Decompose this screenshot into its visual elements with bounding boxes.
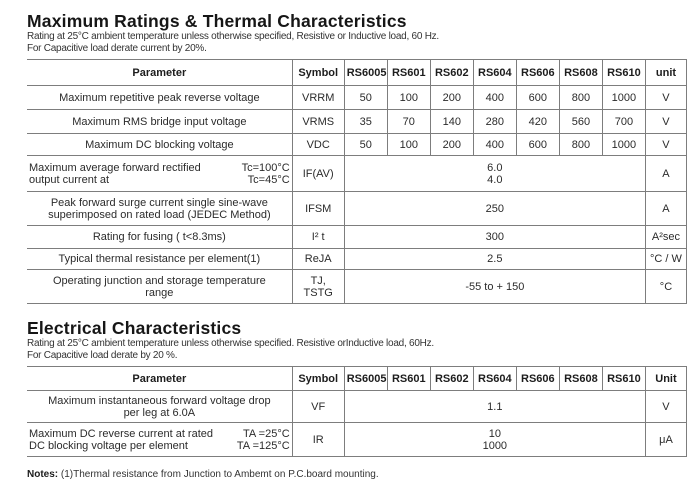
symbol-cell: VF (292, 391, 344, 423)
col-header-rs6005: RS6005 (344, 367, 387, 391)
value-cell: 140 (430, 110, 473, 134)
param-cell (27, 192, 292, 226)
value-cell-span (344, 156, 645, 192)
table-row-tjtstg (27, 270, 687, 304)
value-cell-span: -55 to + 150 (344, 270, 645, 304)
col-header-rs610: RS610 (602, 367, 645, 391)
unit-cell: V (645, 86, 686, 110)
electrical-table (27, 366, 687, 457)
symbol-cell (292, 270, 344, 304)
value-cell: 800 (559, 134, 602, 156)
value-cell: 400 (473, 86, 516, 110)
col-header-symbol: Symbol (292, 60, 344, 86)
notes-text: (1)Thermal resistance from Junction to Ambemt on P.C.board mounting. (58, 469, 379, 480)
col-header-unit: Unit (645, 367, 686, 391)
param-text: Maximum average forward rectified (29, 161, 201, 174)
table-row-vf (27, 391, 687, 423)
value-cell-span: 1.1 (344, 391, 645, 423)
param-text: Maximum instantaneous forward voltage drop (48, 394, 271, 407)
symbol-cell: IF(AV) (292, 156, 344, 192)
col-header-rs608: RS608 (559, 60, 602, 86)
max-ratings-section (27, 12, 687, 304)
notes-label: Notes: (27, 469, 59, 480)
value-cell: 100 (387, 86, 430, 110)
footnotes (27, 469, 687, 481)
param-text: per leg at 6.0A (123, 406, 196, 419)
electrical-subtitle-1: Rating at 25°C ambient temperature unless otherwise specified. Resistive orInductive load, 60Hz. (27, 338, 434, 349)
unit-cell: V (645, 134, 686, 156)
value-cell: 70 (387, 110, 430, 134)
value-cell: 560 (559, 110, 602, 134)
value-line: 1000 (482, 439, 508, 452)
symbol-line: TSTG (303, 286, 333, 299)
param-text: output current at (29, 173, 110, 186)
col-header-rs610: RS610 (602, 60, 645, 86)
symbol-cell: IFSM (292, 192, 344, 226)
param-cell (27, 391, 292, 423)
col-header-rs601: RS601 (387, 367, 430, 391)
symbol-cell: IR (292, 423, 344, 457)
param-cell: Maximum DC blocking voltage (27, 134, 292, 156)
symbol-cell: I² t (292, 226, 344, 249)
col-header-rs606: RS606 (516, 60, 559, 86)
value-line: 6.0 (487, 161, 503, 174)
value-cell: 100 (387, 134, 430, 156)
table-row-rthja (27, 249, 687, 270)
col-header-rs604: RS604 (473, 60, 516, 86)
param-text: Operating junction and storage temperature (52, 274, 266, 287)
param-text: Maximum DC reverse current at rated (29, 427, 213, 440)
table-row-ifav (27, 156, 687, 192)
electrical-section (27, 319, 687, 457)
table-header-row (27, 367, 687, 391)
value-cell-span: 250 (344, 192, 645, 226)
value-cell: 200 (430, 86, 473, 110)
param-cell: Maximum repetitive peak reverse voltage (27, 86, 292, 110)
value-cell-span (344, 423, 645, 457)
param-cell: Typical thermal resistance per element(1) (27, 249, 292, 270)
symbol-cell: VDC (292, 134, 344, 156)
max-ratings-subtitle-2: For Capacitive load derate current by 20%. (27, 42, 207, 54)
col-header-rs604: RS604 (473, 367, 516, 391)
condition-text: Tc=100°C (241, 161, 290, 174)
col-header-parameter: Parameter (27, 60, 292, 86)
col-header-rs601: RS601 (387, 60, 430, 86)
value-cell: 800 (559, 86, 602, 110)
unit-cell: A (645, 156, 686, 192)
unit-cell: A (645, 192, 686, 226)
unit-cell: °C (645, 270, 686, 304)
param-cell (27, 423, 292, 457)
param-cell: Maximum RMS bridge input voltage (27, 110, 292, 134)
unit-cell: V (645, 391, 686, 423)
unit-cell: °C / W (645, 249, 686, 270)
col-header-symbol: Symbol (292, 367, 344, 391)
table-row-vrms (27, 110, 687, 134)
condition-text: Tc=45°C (247, 173, 290, 186)
col-header-rs602: RS602 (430, 60, 473, 86)
value-cell: 280 (473, 110, 516, 134)
col-header-rs608: RS608 (559, 367, 602, 391)
table-row-ifsm (27, 192, 687, 226)
col-header-parameter: Parameter (27, 367, 292, 391)
table-row-vdc (27, 134, 687, 156)
unit-cell: μA (645, 423, 686, 457)
col-header-rs602: RS602 (430, 367, 473, 391)
col-header-unit: unit (645, 60, 686, 86)
col-header-rs6005: RS6005 (344, 60, 387, 86)
param-cell (27, 156, 292, 192)
value-line: 4.0 (487, 173, 503, 186)
value-cell: 50 (344, 134, 387, 156)
symbol-line: TJ, (310, 274, 326, 287)
unit-cell: A²sec (645, 226, 686, 249)
symbol-cell: VRMS (292, 110, 344, 134)
param-text: range (145, 286, 174, 299)
max-ratings-table (27, 59, 687, 304)
unit-cell: V (645, 110, 686, 134)
max-ratings-subtitle-1: Rating at 25°C ambient temperature unless otherwise specified, Resistive or Inductive load, 60 Hz. (27, 31, 439, 42)
value-cell-span: 300 (344, 226, 645, 249)
value-cell: 200 (430, 134, 473, 156)
value-cell: 420 (516, 110, 559, 134)
value-cell: 600 (516, 134, 559, 156)
value-cell: 50 (344, 86, 387, 110)
symbol-cell: VRRM (292, 86, 344, 110)
value-cell-span: 2.5 (344, 249, 645, 270)
condition-text: TA =125°C (236, 439, 290, 452)
value-cell: 35 (344, 110, 387, 134)
param-cell: Rating for fusing ( t<8.3ms) (27, 226, 292, 249)
value-cell: 600 (516, 86, 559, 110)
value-cell: 1000 (602, 86, 645, 110)
param-text: superimposed on rated load (JEDEC Method) (48, 208, 271, 221)
condition-text: TA =25°C (242, 427, 290, 440)
col-header-rs606: RS606 (516, 367, 559, 391)
electrical-title: Electrical Characteristics (27, 318, 242, 338)
table-row-i2t (27, 226, 687, 249)
param-text: Peak forward surge current single sine-wave (50, 196, 268, 209)
value-cell: 700 (602, 110, 645, 134)
value-cell: 1000 (602, 134, 645, 156)
table-header-row (27, 60, 687, 86)
param-cell (27, 270, 292, 304)
param-text: DC blocking voltage per element (29, 439, 188, 452)
table-row-vrrm (27, 86, 687, 110)
electrical-subtitle-2: For Capacitive load derate by 20 %. (27, 349, 178, 361)
table-row-ir (27, 423, 687, 457)
symbol-cell: ReJA (292, 249, 344, 270)
value-cell: 400 (473, 134, 516, 156)
value-line: 10 (488, 427, 501, 440)
max-ratings-title: Maximum Ratings & Thermal Characteristics (27, 11, 407, 31)
